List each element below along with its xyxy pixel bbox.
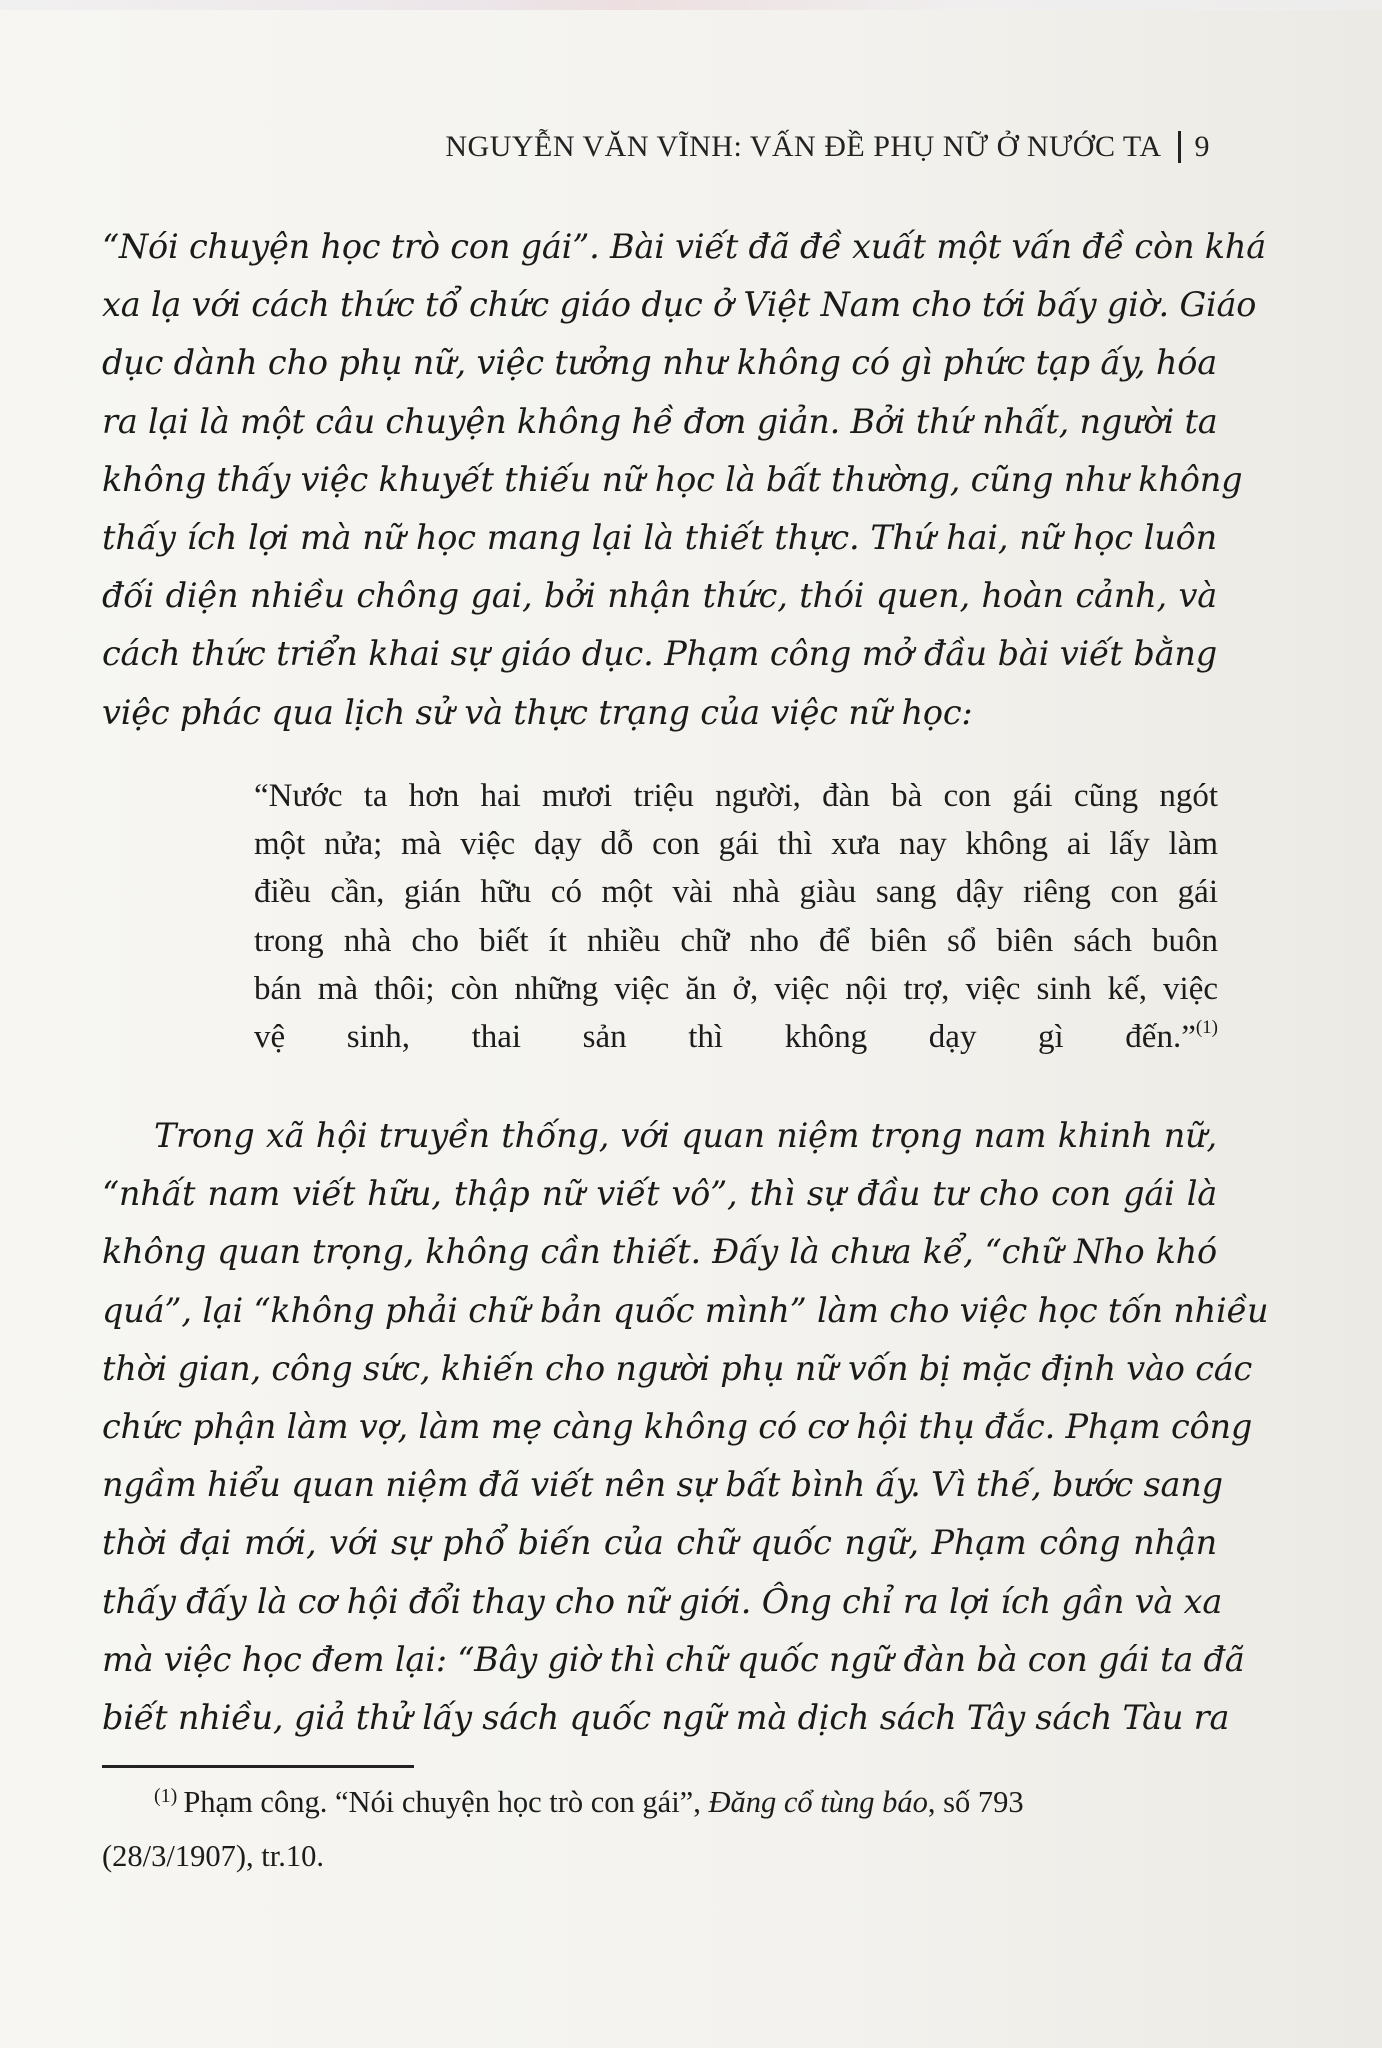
- footnote-text: Phạm công. “Nói chuyện học trò con gái”,: [183, 1785, 709, 1819]
- paragraph-line: dục dành cho phụ nữ, việc tưởng như không có gì phức tạp ấy, hóa: [102, 343, 1217, 383]
- paragraph-line: quá”, lại “không phải chữ bản quốc mình” làm cho việc học tốn nhiều: [102, 1290, 1269, 1330]
- footnote-publication: Đăng cổ tùng báo: [708, 1785, 928, 1819]
- paragraph-line: không quan trọng, không cần thiết. Đấy là chưa kể, “chữ Nho khó: [102, 1232, 1217, 1272]
- header-separator: [1178, 131, 1181, 163]
- quote-line-last: [254, 1013, 1218, 1061]
- paragraph-line: thấy ích lợi mà nữ học mang lại là thiết thực. Thứ hai, nữ học luôn: [102, 518, 1217, 558]
- footnote-line-2: (28/3/1907), tr.10.: [102, 1839, 324, 1873]
- page-number: 9: [1194, 130, 1210, 163]
- paragraph-line: “Nói chuyện học trò con gái”. Bài viết đã đề xuất một vấn đề còn khá: [102, 227, 1267, 266]
- footnote-line: [102, 1777, 1220, 1831]
- paragraph-line: xa lạ với cách thức tổ chức giáo dục ở Việt Nam cho tới bấy giờ. Giáo: [102, 285, 1257, 325]
- paragraph-line: không thấy việc khuyết thiếu nữ học là bất thường, cũng như không: [102, 459, 1243, 499]
- quote-line: một nửa; mà việc dạy dỗ con gái thì xưa nay không ai lấy làm: [254, 826, 1218, 863]
- block-quote: [254, 772, 1218, 1061]
- footnote-marker: (1): [154, 1785, 178, 1807]
- paragraph-line: Trong xã hội truyền thống, với quan niệm trọng nam khinh nữ,: [154, 1116, 1217, 1155]
- footnote: [102, 1777, 1220, 1881]
- paragraph-2: [102, 1107, 1269, 1747]
- running-header: [445, 130, 1210, 164]
- paragraph-line: ngầm hiểu quan niệm đã viết nên sự bất bình ấy. Vì thế, bước sang: [102, 1465, 1223, 1505]
- quote-line: trong nhà cho biết ít nhiều chữ nho để biên sổ biên sách buôn: [254, 922, 1218, 959]
- paragraph-line: đối diện nhiều chông gai, bởi nhận thức, thói quen, hoàn cảnh, và: [102, 576, 1217, 616]
- footnote-reference: (1): [1195, 1017, 1218, 1039]
- paragraph-line: chức phận làm vợ, làm mẹ càng không có cơ hội thụ đắc. Phạm công: [102, 1407, 1253, 1447]
- paragraph-line: mà việc học đem lại: “Bây giờ thì chữ quốc ngữ đàn bà con gái ta đã: [102, 1639, 1245, 1679]
- paragraph-line: cách thức triển khai sự giáo dục. Phạm công mở đầu bài viết bằng: [102, 634, 1217, 674]
- running-title: NGUYỄN VĂN VĨNH: VẤN ĐỀ PHỤ NỮ Ở NƯỚC TA: [445, 130, 1162, 163]
- paragraph-line: “nhất nam viết hữu, thập nữ viết vô”, thì sự đầu tư cho con gái là: [102, 1174, 1217, 1214]
- page-top-edge: [0, 0, 1382, 10]
- paragraph-1: [102, 218, 1267, 742]
- quote-line: “Nước ta hơn hai mươi triệu người, đàn bà con gái cũng ngót: [254, 778, 1218, 814]
- paragraph-line: biết nhiều, giả thử lấy sách quốc ngữ mà dịch sách Tây sách Tàu ra: [102, 1698, 1230, 1738]
- quote-text: vệ sinh, thai sản thì không dạy gì đến.”: [254, 1019, 1196, 1056]
- footnote-divider: [102, 1765, 414, 1768]
- quote-line: điều cần, gián hữu có một vài nhà giàu sang dậy riêng con gái: [254, 874, 1218, 911]
- paragraph-line: thời gian, công sức, khiến cho người phụ nữ vốn bị mặc định vào các: [102, 1348, 1253, 1388]
- paragraph-line: việc phác qua lịch sử và thực trạng của việc nữ học:: [102, 692, 973, 732]
- paragraph-line: thời đại mới, với sự phổ biến của chữ quốc ngữ, Phạm công nhận: [102, 1523, 1217, 1563]
- paragraph-line: ra lại là một câu chuyện không hề đơn giản. Bởi thứ nhất, người ta: [102, 401, 1218, 441]
- quote-line: bán mà thôi; còn những việc ăn ở, việc nội trợ, việc sinh kế, việc: [254, 970, 1218, 1007]
- paragraph-line: thấy đấy là cơ hội đổi thay cho nữ giới. Ông chỉ ra lợi ích gần và xa: [102, 1581, 1223, 1621]
- footnote-text-after: , số 793: [927, 1785, 1024, 1819]
